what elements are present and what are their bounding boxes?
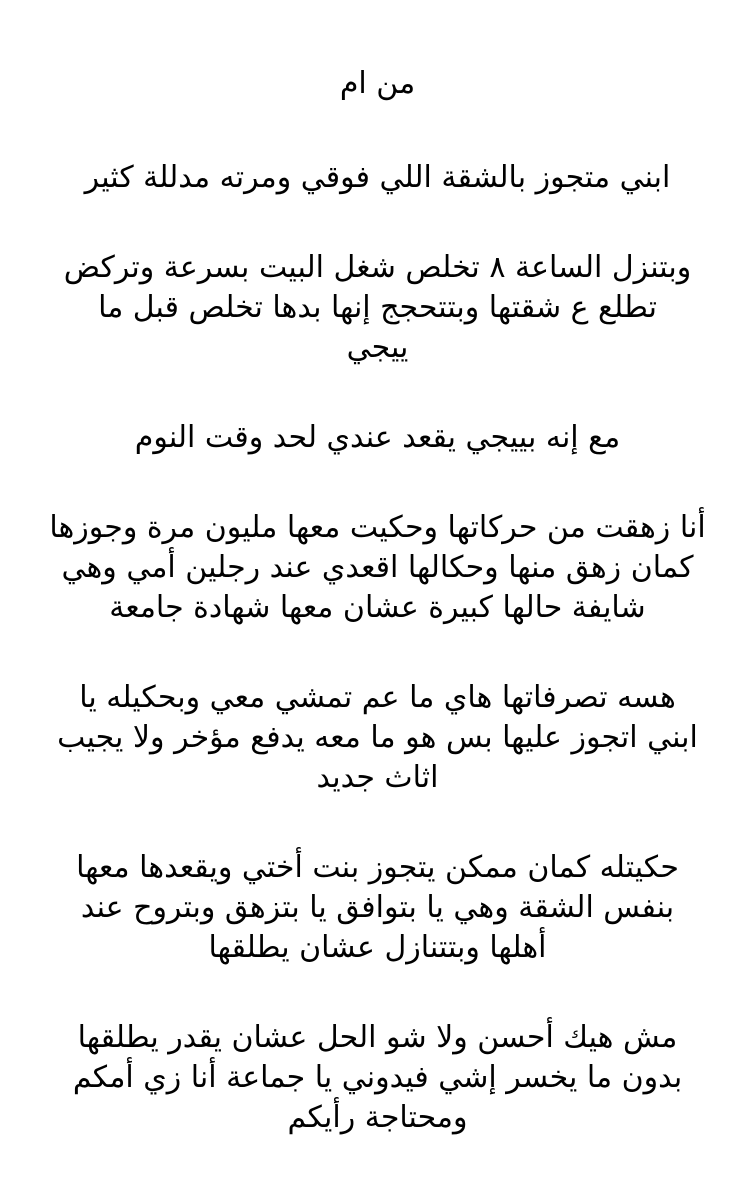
paragraph-line: اثاث جديد bbox=[316, 760, 439, 795]
paragraph-line: مع إنه بييجي يقعد عندي لحد وقت النوم bbox=[134, 420, 621, 455]
paragraph-line: حكيتله كمان ممكن يتجوز بنت أختي ويقعدها معها bbox=[76, 850, 679, 885]
paragraph-7 bbox=[42, 1018, 713, 1138]
paragraph-5 bbox=[42, 678, 713, 798]
paragraph-line: مش هيك أحسن ولا شو الحل عشان يقدر يطلقها bbox=[77, 1020, 678, 1055]
paragraph-line: أهلها وبتتنازل عشان يطلقها bbox=[208, 930, 547, 965]
paragraph-line: ابني اتجوز عليها بس هو ما معه يدفع مؤخر ولا يجيب bbox=[57, 720, 698, 755]
paragraph-1 bbox=[42, 158, 713, 198]
paragraph-line: أنا زهقت من حركاتها وحكيت معها مليون مرة وجوزها bbox=[49, 510, 706, 545]
paragraph-line: ييجي bbox=[346, 330, 409, 365]
paragraph-4 bbox=[42, 508, 713, 628]
paragraph-line: هسه تصرفاتها هاي ما عم تمشي معي وبحكيله يا bbox=[79, 680, 676, 715]
document-title: من ام bbox=[339, 66, 416, 101]
paragraph-line: ابني متجوز بالشقة اللي فوقي ومرته مدللة كثير bbox=[84, 160, 671, 195]
paragraph-line: تطلع ع شقتها وبتتحجج إنها بدها تخلص قبل ما bbox=[98, 290, 657, 325]
paragraph-line: بدون ما يخسر إشي فيدوني يا جماعة أنا زي أمكم bbox=[72, 1060, 683, 1095]
paragraph-6 bbox=[42, 848, 713, 968]
paragraph-3 bbox=[42, 418, 713, 458]
paragraph-line: شايفة حالها كبيرة عشان معها شهادة جامعة bbox=[109, 590, 646, 625]
paragraph-line: بنفس الشقة وهي يا بتوافق يا بتزهق وبتروح عند bbox=[80, 890, 675, 925]
paragraph-line: وبتنزل الساعة ٨ تخلص شغل البيت بسرعة وتركض bbox=[63, 250, 692, 285]
paragraph-line: كمان زهق منها وحكالها اقعدي عند رجلين أمي وهي bbox=[61, 550, 694, 585]
paragraph-line: ومحتاجة رأيكم bbox=[287, 1100, 468, 1135]
paragraph-2 bbox=[42, 248, 713, 368]
